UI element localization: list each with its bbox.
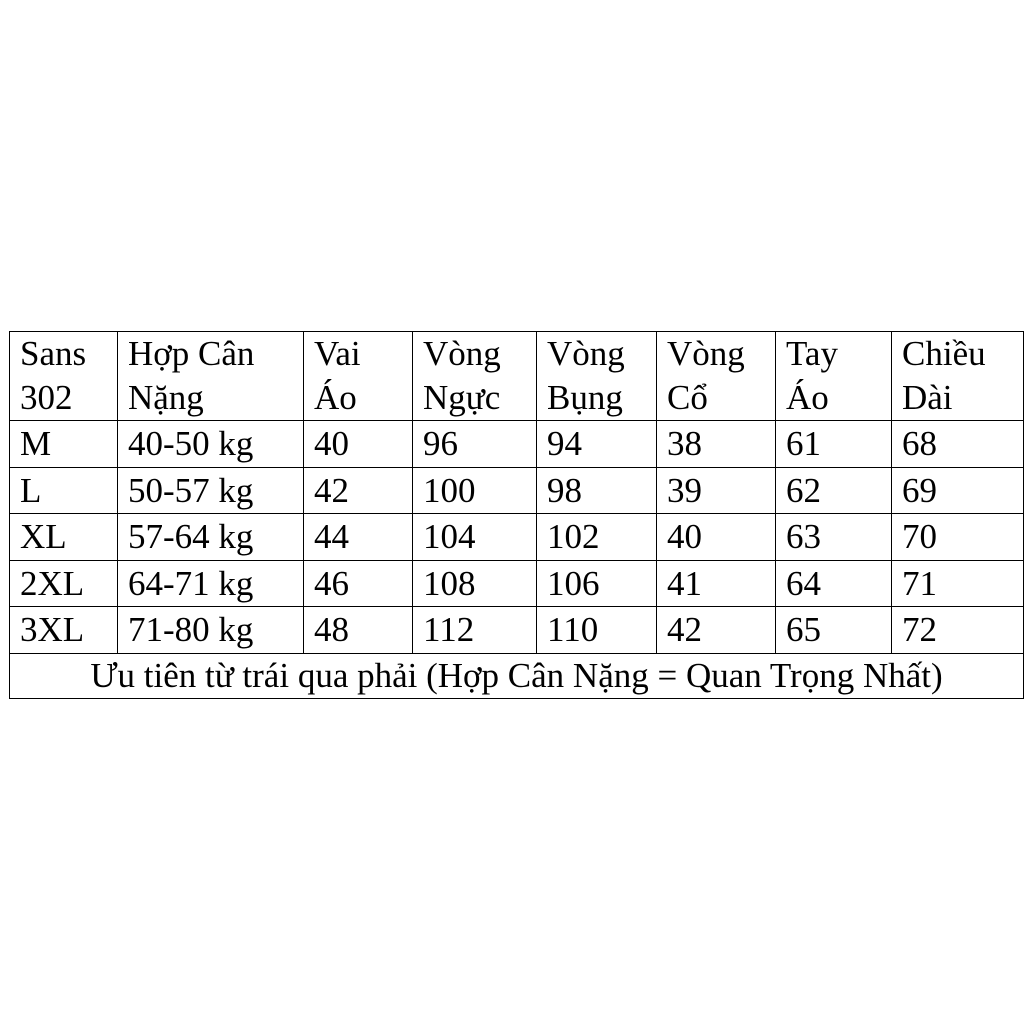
header-line: Chiều (902, 334, 986, 373)
size-cell: M (10, 421, 118, 468)
waist-cell: 106 (537, 560, 657, 607)
neck-cell: 38 (657, 421, 776, 468)
size-chart-table (9, 331, 1024, 699)
table-body (10, 332, 1024, 699)
header-line: Ngực (423, 378, 501, 417)
header-cell-shoulder (304, 332, 413, 421)
length-cell: 72 (892, 607, 1024, 654)
header-line: Hợp Cân (128, 334, 255, 373)
shoulder-cell: 42 (304, 467, 413, 514)
header-line: Vòng (547, 334, 625, 373)
table-row (10, 514, 1024, 561)
header-line: Vòng (667, 334, 745, 373)
size-cell: 2XL (10, 560, 118, 607)
neck-cell: 40 (657, 514, 776, 561)
length-cell: 68 (892, 421, 1024, 468)
waist-cell: 98 (537, 467, 657, 514)
table-row (10, 607, 1024, 654)
chest-cell: 100 (413, 467, 537, 514)
header-line: Vòng (423, 334, 501, 373)
weight-cell: 50-57 kg (118, 467, 304, 514)
header-cell-waist (537, 332, 657, 421)
shoulder-cell: 44 (304, 514, 413, 561)
chest-cell: 112 (413, 607, 537, 654)
header-line: Dài (902, 378, 953, 417)
header-cell-chest (413, 332, 537, 421)
header-cell-neck (657, 332, 776, 421)
weight-cell: 71-80 kg (118, 607, 304, 654)
header-line: 302 (20, 378, 73, 417)
header-line: Cổ (667, 378, 708, 417)
shoulder-cell: 40 (304, 421, 413, 468)
waist-cell: 110 (537, 607, 657, 654)
header-cell-product (10, 332, 118, 421)
neck-cell: 39 (657, 467, 776, 514)
chest-cell: 104 (413, 514, 537, 561)
length-cell: 71 (892, 560, 1024, 607)
header-line: Vai (314, 334, 361, 373)
table-row (10, 421, 1024, 468)
header-line: Tay (786, 334, 838, 373)
header-line: Áo (314, 378, 357, 417)
length-cell: 69 (892, 467, 1024, 514)
shoulder-cell: 46 (304, 560, 413, 607)
priority-note: Ưu tiên từ trái qua phải (Hợp Cân Nặng = Quan Trọng Nhất) (10, 653, 1024, 698)
sleeve-cell: 65 (776, 607, 892, 654)
length-cell: 70 (892, 514, 1024, 561)
header-cell-weight (118, 332, 304, 421)
chest-cell: 96 (413, 421, 537, 468)
waist-cell: 94 (537, 421, 657, 468)
shoulder-cell: 48 (304, 607, 413, 654)
size-cell: L (10, 467, 118, 514)
neck-cell: 42 (657, 607, 776, 654)
chest-cell: 108 (413, 560, 537, 607)
size-cell: XL (10, 514, 118, 561)
header-line: Áo (786, 378, 829, 417)
header-line: Sans (20, 334, 87, 373)
weight-cell: 40-50 kg (118, 421, 304, 468)
sleeve-cell: 61 (776, 421, 892, 468)
header-row (10, 332, 1024, 421)
table-row (10, 560, 1024, 607)
footer-row (10, 653, 1024, 698)
sleeve-cell: 63 (776, 514, 892, 561)
header-cell-length (892, 332, 1024, 421)
header-cell-sleeve (776, 332, 892, 421)
header-line: Nặng (128, 378, 204, 417)
weight-cell: 64-71 kg (118, 560, 304, 607)
sleeve-cell: 62 (776, 467, 892, 514)
sleeve-cell: 64 (776, 560, 892, 607)
neck-cell: 41 (657, 560, 776, 607)
size-cell: 3XL (10, 607, 118, 654)
header-line: Bụng (547, 378, 623, 417)
weight-cell: 57-64 kg (118, 514, 304, 561)
waist-cell: 102 (537, 514, 657, 561)
table-row (10, 467, 1024, 514)
